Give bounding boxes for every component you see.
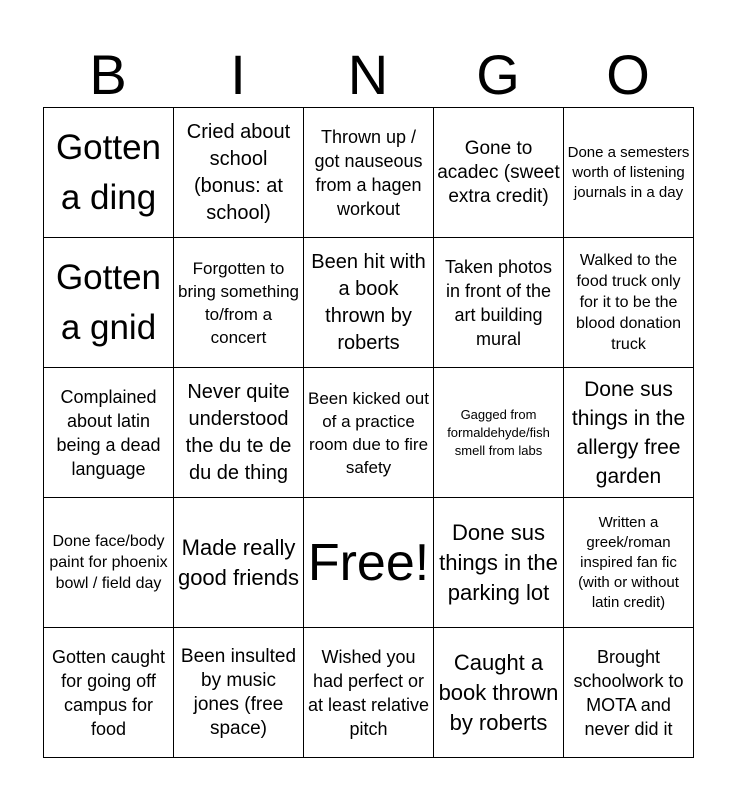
bingo-cell[interactable]: Been kicked out of a practice room due to fire safety <box>304 368 434 498</box>
bingo-cell[interactable]: Done face/body paint for phoenix bowl / field day <box>44 498 174 628</box>
board-row-3 <box>44 368 694 498</box>
board-row-1 <box>44 108 694 238</box>
bingo-cell[interactable]: Taken photos in front of the art building mural <box>434 238 564 368</box>
bingo-cell[interactable]: Thrown up / got nauseous from a hagen workout <box>304 108 434 238</box>
bingo-cell[interactable]: Gotten a ding <box>44 108 174 238</box>
header-letter-n: N <box>347 43 389 106</box>
bingo-cell[interactable]: Forgotten to bring something to/from a concert <box>174 238 304 368</box>
bingo-cell[interactable]: Walked to the food truck only for it to be the blood donation truck <box>564 238 694 368</box>
board-row-4 <box>44 498 694 628</box>
header-letter-b: B <box>89 43 127 106</box>
bingo-cell[interactable]: Complained about latin being a dead language <box>44 368 174 498</box>
bingo-cell[interactable]: Been insulted by music jones (free space) <box>174 628 304 758</box>
bingo-cell[interactable]: Gagged from formaldehyde/fish smell from labs <box>434 368 564 498</box>
free-space-cell[interactable]: Free! <box>304 498 434 628</box>
bingo-cell[interactable]: Cried about school (bonus: at school) <box>174 108 304 238</box>
bingo-cell[interactable]: Brought schoolwork to MOTA and never did it <box>564 628 694 758</box>
header-letter-o: O <box>606 43 650 106</box>
bingo-cell[interactable]: Done sus things in the allergy free garden <box>564 368 694 498</box>
bingo-cell[interactable]: Written a greek/roman inspired fan fic (with or without latin credit) <box>564 498 694 628</box>
bingo-header <box>43 44 693 106</box>
bingo-cell[interactable]: Gotten a gnid <box>44 238 174 368</box>
bingo-cell[interactable]: Done a semesters worth of listening journals in a day <box>564 108 694 238</box>
bingo-cell[interactable]: Been hit with a book thrown by roberts <box>304 238 434 368</box>
bingo-cell[interactable]: Made really good friends <box>174 498 304 628</box>
board-row-2 <box>44 238 694 368</box>
bingo-cell[interactable]: Caught a book thrown by roberts <box>434 628 564 758</box>
bingo-cell[interactable]: Done sus things in the parking lot <box>434 498 564 628</box>
bingo-board <box>43 107 694 758</box>
header-letter-g: G <box>476 43 520 106</box>
board-row-5 <box>44 628 694 758</box>
bingo-cell[interactable]: Wished you had perfect or at least relative pitch <box>304 628 434 758</box>
bingo-cell[interactable]: Gotten caught for going off campus for food <box>44 628 174 758</box>
bingo-cell[interactable]: Gone to acadec (sweet extra credit) <box>434 108 564 238</box>
header-letter-i: I <box>230 43 246 106</box>
bingo-cell[interactable]: Never quite understood the du te de du de thing <box>174 368 304 498</box>
